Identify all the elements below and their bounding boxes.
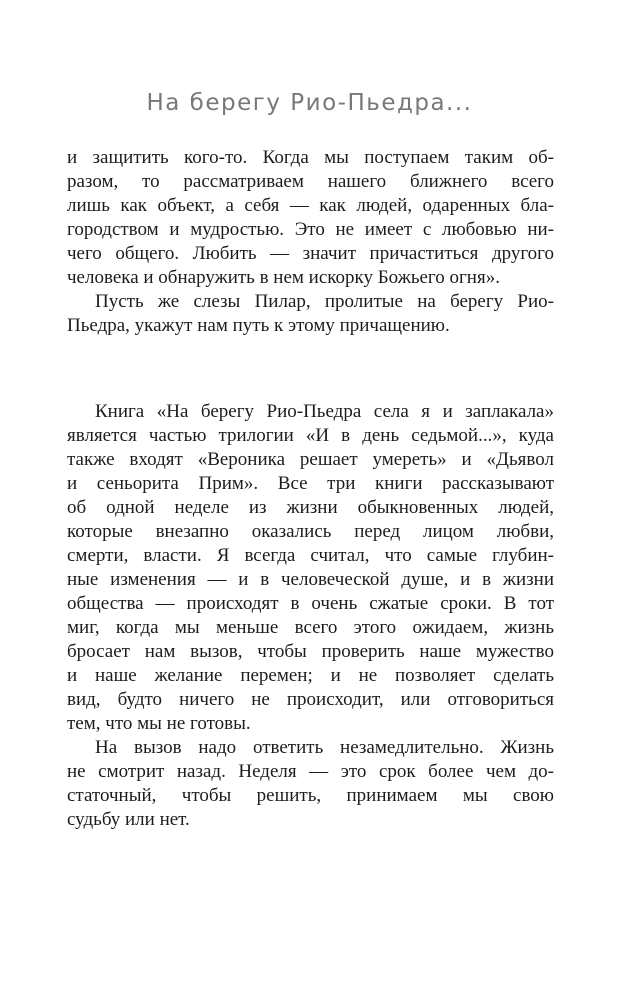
text-line: не смотрит назад. Неделя — это срок более чем до- [67,761,554,782]
text-line: разом, то рассматриваем нашего ближнего всего [67,171,554,192]
text-line: об одной неделе из жизни обыкновенных людей, [67,497,554,518]
text-line: является частью трилогии «И в день седьмой...», куда [67,425,554,446]
text-line: бросает нам вызов, чтобы проверить наше мужество [67,641,554,662]
text-line: лишь как объект, а себя — как людей, одаренных бла- [67,195,554,216]
text-line: ные изменения — и в человеческой душе, и в жизни [67,569,554,590]
text-line: чего общего. Любить — значит причаститься другого [67,243,554,264]
paragraph [67,736,554,832]
paragraph [67,290,554,338]
text-line: и защитить кого-то. Когда мы поступаем таким об- [67,147,554,168]
text-line: тем, что мы не готовы. [67,713,251,734]
text-line: городством и мудростью. Это не имеет с любовью ни- [67,219,554,240]
text-line: общества — происходят в очень сжатые сроки. В тот [67,593,554,614]
text-line: Книга «На берегу Рио-Пьедра села я и заплакала» [95,401,554,422]
paragraph [67,146,554,290]
text-line: судьбу или нет. [67,809,190,830]
text-line: и сеньорита Прим». Все три книги рассказывают [67,473,554,494]
text-line: смерти, власти. Я всегда считал, что самые глубин- [67,545,554,566]
running-head: На берегу Рио-Пьедра... [146,90,473,116]
page-body [67,146,554,832]
text-line: человека и обнаружить в нем искорку Божьего огня». [67,267,500,288]
text-line: статочный, чтобы решить, принимаем мы свою [67,785,554,806]
text-line: вид, будто ничего не происходит, или отговориться [67,689,554,710]
text-line: На вызов надо ответить незамедлительно. Жизнь [95,737,554,758]
paragraph [67,400,554,736]
text-line: миг, когда мы меньше всего этого ожидаем, жизнь [67,617,554,638]
text-line: Пусть же слезы Пилар, пролитые на берегу Рио- [95,291,554,312]
text-line: и наше желание перемен; и не позволяет сделать [67,665,554,686]
text-line: которые внезапно оказались перед лицом любви, [67,521,554,542]
text-line: Пьедра, укажут нам путь к этому причащению. [67,315,450,336]
text-line: также входят «Вероника решает умереть» и «Дьявол [67,449,554,470]
